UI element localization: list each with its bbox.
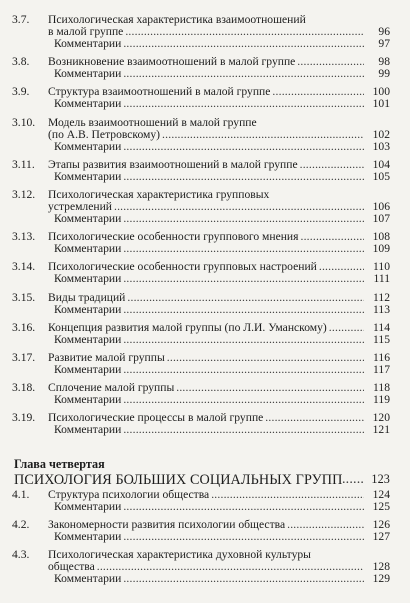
entry-number: 3.9. [12,85,30,99]
page-number: 114 [373,320,390,334]
entry-number: 4.3. [12,548,30,562]
page-number: 116 [373,351,390,364]
dot-leader [297,56,364,68]
entry-number: 3.8. [12,55,30,69]
dot-leader [123,573,364,585]
entry-title: Психологические процессы в малой группе [48,411,264,425]
chapter-title: ПСИХОЛОГИЯ БОЛЬШИХ СОЦИАЛЬНЫХ ГРУПП [14,472,343,488]
page-number: 126 [372,518,390,532]
entry-title: Комментарии [54,363,122,376]
page-number: 129 [372,572,390,586]
dot-leader [127,292,364,304]
dot-leader [123,364,364,376]
entry-title: Структура психологии общества [48,488,210,501]
entry-title: Психологическая характеристика взаимоотношений [48,13,306,26]
page-number: 127 [372,530,390,544]
entry-title: Развитие малой группы [48,351,165,364]
page-number: 124 [372,488,390,501]
page-number: 107 [372,212,390,225]
dot-leader [97,561,364,573]
dot-leader [329,322,364,334]
dot-leader [123,531,364,543]
dot-leader [123,273,364,285]
entry-title: Комментарии [54,302,122,316]
entry-number: 3.14. [12,260,36,274]
dot-leader [123,304,364,316]
dot-leader [287,519,364,531]
page-number: 100 [372,85,390,99]
page-number: 103 [372,139,390,153]
page-number: 106 [372,200,390,213]
page-number: 98 [378,55,390,69]
page-number: 115 [373,332,390,346]
entry-title: Закономерности развития психологии общества [48,518,286,532]
dot-leader [123,141,364,153]
entry-title: Психологическая характеристика групповых [48,188,270,201]
page-number: 117 [373,363,390,376]
page-number: 128 [372,560,390,574]
entry-number: 4.2. [12,518,30,532]
page-number: 121 [372,423,390,437]
entry-title: (по А.В. Петровскому) [48,127,161,141]
entry-title: Возникновение взаимоотношений в малой группе [48,55,296,69]
entry-title: Модель взаимоотношений в малой группе [48,115,257,129]
entry-number: 3.7. [12,13,30,26]
entry-title: общества [48,560,95,574]
entry-title: Этапы развития взаимоотношений в малой группе [48,157,298,171]
entry-title: Комментарии [54,393,122,407]
dot-leader [123,38,364,50]
page-number: 96 [378,25,390,38]
dot-leader [123,334,364,346]
dot-leader [123,424,364,436]
dot-leader [125,26,364,38]
entry-title: Комментарии [54,332,122,346]
entry-title: Комментарии [54,97,122,111]
entry-title: Комментарии [54,242,122,256]
page-number: 119 [373,393,390,407]
page-number: 112 [373,290,390,304]
entry-title: Комментарии [54,37,122,50]
dot-leader [123,394,364,406]
entry-title: Комментарии [54,423,122,437]
entry-title: Комментарии [54,572,122,586]
entry-title: Комментарии [54,67,122,81]
dot-leader [114,201,364,213]
dot-leader [123,98,364,110]
page-number: 110 [373,260,390,274]
dot-leader [176,382,364,394]
entry-title: Комментарии [54,169,122,183]
entry-title: Психологические особенности групповых настроений [48,260,317,274]
entry-number: 4.1. [12,488,30,501]
dot-leader [272,86,364,98]
entry-number: 3.18. [12,381,36,395]
dot-leader [211,489,364,501]
entry-title: Виды традиций [48,290,126,304]
entry-title: Психологические особенности группового мнения [48,230,299,244]
page-number: 125 [372,500,390,513]
entry-title: Структура взаимоотношений в малой группе [48,85,271,99]
entry-title: Комментарии [54,272,122,286]
page-number: 101 [372,97,390,111]
dot-leader [123,501,364,513]
page-number: 111 [373,272,390,286]
page-number: 120 [372,411,390,425]
dot-leader [123,171,364,183]
entry-title: Комментарии [54,500,122,513]
entry-number: 3.10. [12,115,36,129]
page-number: 97 [378,37,390,50]
page-number: 99 [378,67,390,81]
entry-number: 3.13. [12,230,36,244]
dot-leader [300,231,364,243]
chapter-label: Глава четвертая [14,457,105,471]
entry-number: 3.16. [12,320,36,334]
entry-title: Сплочение малой группы [48,381,175,395]
dot-leader [123,68,364,80]
dot-leader [342,472,364,487]
entry-number: 3.15. [12,290,36,304]
page-number: 104 [372,157,390,171]
entry-number: 3.19. [12,411,36,425]
entry-title: устремлений [48,200,112,213]
dot-leader [167,352,364,364]
dot-leader [300,159,364,171]
entry-number: 3.12. [12,188,36,201]
entry-title: в малой группе [48,25,124,38]
entry-title: Комментарии [54,139,122,153]
entry-number: 3.17. [12,351,36,364]
entry-title: Комментарии [54,212,122,225]
page-number: 109 [372,242,390,256]
page-number: 118 [373,381,390,395]
dot-leader [123,243,364,255]
entry-number: 3.11. [12,157,35,171]
page-number: 105 [372,169,390,183]
entry-title: Психологическая характеристика духовной культуры [48,548,311,562]
dot-leader [162,129,364,141]
dot-leader [265,412,364,424]
dot-leader [319,261,364,273]
page-number: 123 [371,472,390,486]
dot-leader [123,213,364,225]
page-number: 113 [373,302,390,316]
entry-title: Концепция развития малой группы (по Л.И. Уманскому) [48,320,327,334]
page-number: 102 [372,127,390,141]
entry-title: Комментарии [54,530,122,544]
page-number: 108 [372,230,390,244]
